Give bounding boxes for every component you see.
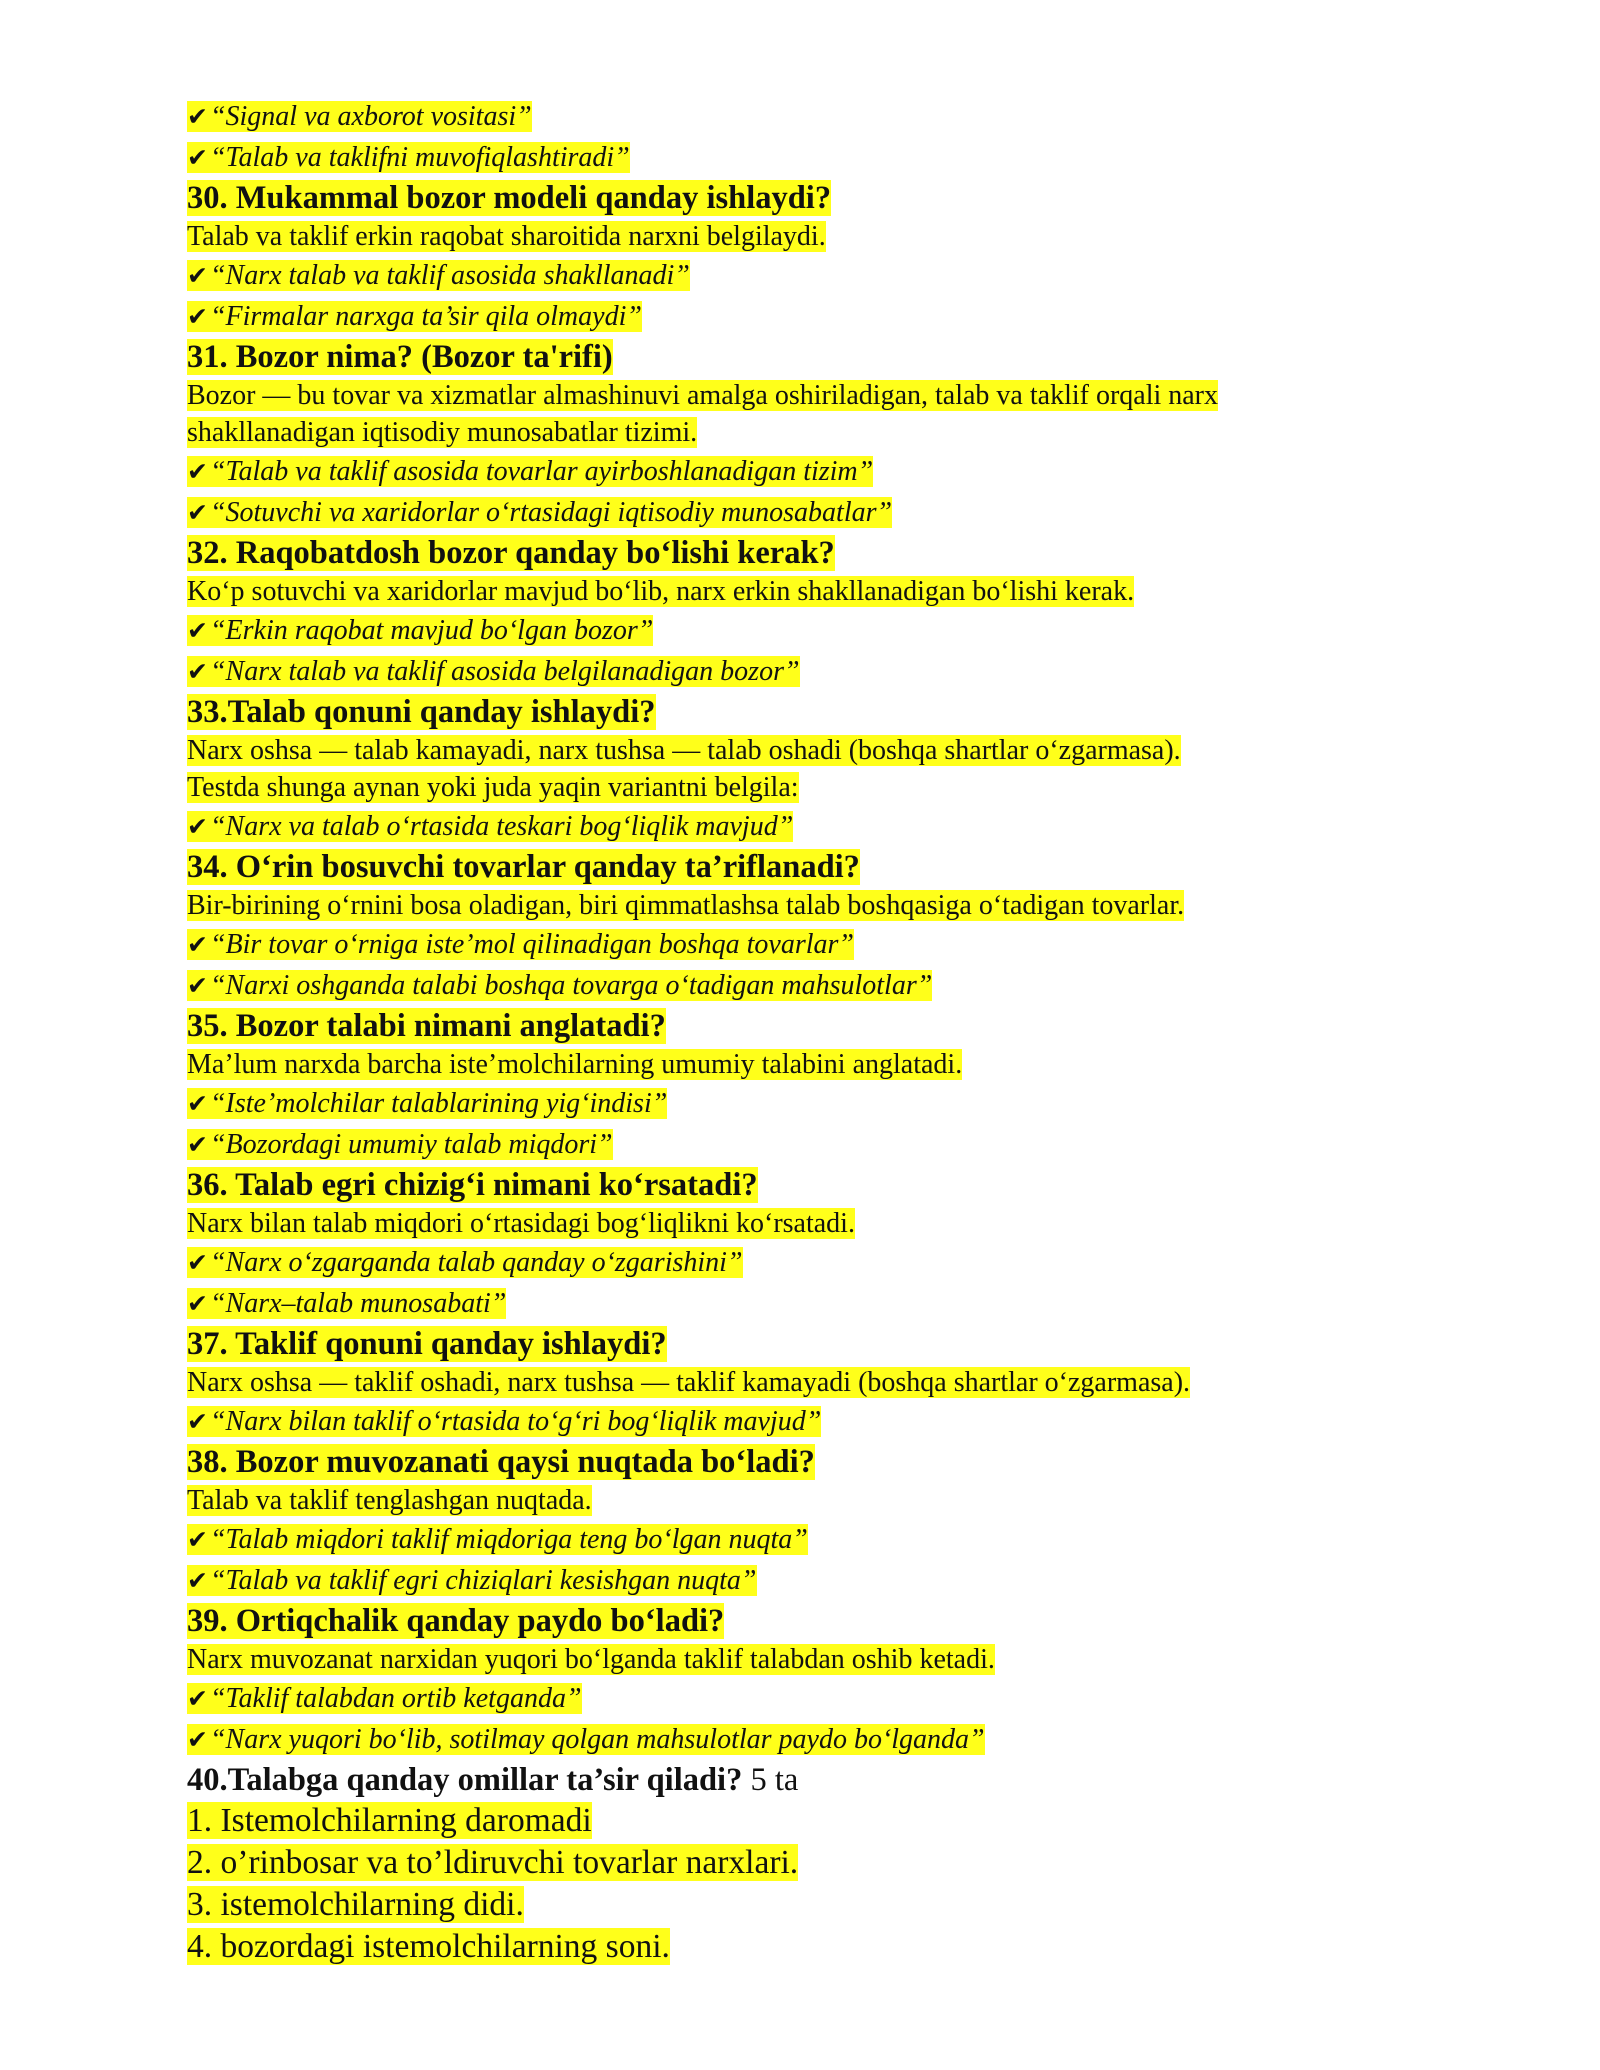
line-text-content: 40.Talabga qanday omillar ta’sir qiladi?	[187, 1762, 743, 1798]
check-mark-icon: ✔	[187, 971, 208, 1000]
line-text-content: 34. O‘rin bosuvchi tovarlar qanday ta’riflanadi?	[187, 849, 860, 885]
answer-text-line	[187, 377, 1387, 414]
line-text-content: 38. Bozor muvozanati qaysi nuqtada bo‘ladi?	[187, 1444, 815, 1480]
line-text-content: “Talab va taklif asosida tovarlar ayirboshlanadigan tizim”	[209, 456, 874, 487]
line-text-content: Bir-birining o‘rnini bosa oladigan, biri qimmatlashsa talab boshqasiga o‘tadigan tovarlar.	[187, 890, 1185, 921]
line-text	[187, 890, 1184, 921]
line-text-content: “Talab va taklif egri chiziqlari kesishgan nuqta”	[209, 1565, 757, 1596]
line-text	[187, 301, 642, 332]
answer-text-line	[187, 732, 1387, 769]
line-text-content: 36. Talab egri chizig‘i nimani ko‘rsatadi?	[187, 1167, 758, 1203]
line-text	[187, 1088, 667, 1119]
check-mark-icon: ✔	[187, 930, 208, 959]
line-text	[187, 1485, 592, 1516]
answer-option-line	[187, 806, 1387, 847]
line-text-content: “Narx o‘zgarganda talab qanday o‘zgarishini”	[209, 1247, 743, 1278]
answer-text-line	[187, 573, 1387, 610]
answer-option-line	[187, 965, 1387, 1006]
line-text	[187, 535, 835, 571]
line-text-content: “Erkin raqobat mavjud bo‘lgan bozor”	[209, 615, 654, 646]
line-text	[187, 1288, 506, 1319]
answer-text-line	[187, 1641, 1387, 1678]
line-text	[187, 694, 656, 730]
check-mark-icon: ✔	[187, 1130, 208, 1159]
line-text-content: “Narxi oshganda talabi boshqa tovarga o‘tadigan mahsulotlar”	[209, 970, 933, 1001]
line-text	[187, 735, 1181, 766]
answer-text-line	[187, 769, 1387, 806]
line-text	[187, 221, 826, 252]
check-mark-icon: ✔	[187, 1407, 208, 1436]
line-text	[187, 615, 653, 646]
line-text	[187, 1802, 592, 1839]
line-text	[187, 380, 1218, 411]
line-text-content: Testda shunga aynan yoki juda yaqin variantni belgila:	[187, 772, 799, 803]
answer-option-line	[187, 1283, 1387, 1324]
line-text	[187, 970, 932, 1001]
line-text	[187, 1008, 666, 1044]
line-text	[187, 1524, 808, 1555]
line-text	[187, 101, 532, 132]
line-text-content: shakllanadigan iqtisodiy munosabatlar tizimi.	[187, 417, 698, 448]
line-text	[187, 811, 793, 842]
answer-option-line	[187, 96, 1387, 137]
line-text	[187, 142, 630, 173]
answer-option-line	[187, 1560, 1387, 1601]
line-text	[187, 497, 892, 528]
line-text-content: Narx oshsa — talab kamayadi, narx tushsa — talab oshadi (boshqa shartlar o‘zgarmasa).	[187, 735, 1181, 766]
answer-option-line	[187, 255, 1387, 296]
line-text-content: “Iste’molchilar talablarining yig‘indisi”	[209, 1088, 668, 1119]
check-mark-icon: ✔	[187, 1089, 208, 1118]
answer-option-line	[187, 1124, 1387, 1165]
line-text-content: 30. Mukammal bozor modeli qanday ishlaydi?	[187, 180, 832, 216]
line-text-content: 37. Taklif qonuni qanday ishlaydi?	[187, 1326, 667, 1362]
line-text-content: 2. o’rinbosar va to’ldiruvchi tovarlar narxlari.	[187, 1844, 799, 1881]
line-text	[187, 1724, 985, 1755]
check-mark-icon: ✔	[187, 302, 208, 331]
line-text	[187, 1049, 962, 1080]
line-text-content: Narx muvozanat narxidan yuqori bo‘lganda taklif talabdan oshib ketadi.	[187, 1644, 995, 1675]
list-item	[187, 1800, 1387, 1842]
line-text-content: 32. Raqobatdosh bozor qanday bo‘lishi kerak?	[187, 535, 835, 571]
line-text	[187, 1762, 742, 1798]
answer-option-line	[187, 137, 1387, 178]
answer-option-line	[187, 924, 1387, 965]
line-text	[187, 1367, 1190, 1398]
line-text-content: Ko‘p sotuvchi va xaridorlar mavjud bo‘lib, narx erkin shakllanadigan bo‘lishi kerak.	[187, 576, 1135, 607]
check-mark-icon: ✔	[187, 1248, 208, 1277]
line-text-content: “Narx talab va taklif asosida shakllanadi”	[209, 260, 690, 291]
line-text-content: Narx oshsa — taklif oshadi, narx tushsa — taklif kamayadi (boshqa shartlar o‘zgarmasa).	[187, 1367, 1191, 1398]
line-text	[187, 1683, 582, 1714]
line-text	[187, 1928, 670, 1965]
list-item	[187, 1926, 1387, 1968]
line-text-content: Bozor — bu tovar va xizmatlar almashinuvi amalga oshiriladigan, talab va taklif orqali narx	[187, 380, 1219, 411]
check-mark-icon: ✔	[187, 261, 208, 290]
line-text-content: “Sotuvchi va xaridorlar o‘rtasidagi iqtisodiy munosabatlar”	[209, 497, 893, 528]
answer-option-line	[187, 1519, 1387, 1560]
question-heading	[187, 1601, 1387, 1641]
check-mark-icon: ✔	[187, 457, 208, 486]
line-text-content: “Signal va axborot vositasi”	[209, 101, 532, 132]
line-text	[187, 1208, 855, 1239]
line-text	[187, 260, 690, 291]
list-item	[187, 1884, 1387, 1926]
question-heading	[187, 533, 1387, 573]
check-mark-icon: ✔	[187, 1684, 208, 1713]
answer-option-line	[187, 451, 1387, 492]
line-text	[187, 1129, 613, 1160]
answer-text-line	[187, 887, 1387, 924]
check-mark-icon: ✔	[187, 1566, 208, 1595]
line-text-content: 39. Ortiqchalik qanday paydo bo‘ladi?	[187, 1603, 725, 1639]
question-heading	[187, 178, 1387, 218]
line-text	[187, 1326, 667, 1362]
question-heading	[187, 1006, 1387, 1046]
check-mark-icon: ✔	[187, 143, 208, 172]
line-text-content: 3. istemolchilarning didi.	[187, 1886, 524, 1923]
answer-option-line	[187, 492, 1387, 533]
line-text	[187, 339, 613, 375]
line-text-content: 4. bozordagi istemolchilarning soni.	[187, 1928, 670, 1965]
line-text	[187, 180, 831, 216]
line-text	[187, 1603, 724, 1639]
check-mark-icon: ✔	[187, 1289, 208, 1318]
line-text	[187, 456, 873, 487]
answer-option-line	[187, 651, 1387, 692]
line-text	[187, 849, 860, 885]
line-text-content: “Narx yuqori bo‘lib, sotilmay qolgan mahsulotlar paydo bo‘lganda”	[209, 1724, 985, 1755]
line-text	[187, 1844, 798, 1881]
line-text-content: “Narx bilan taklif o‘rtasida to‘g‘ri bog‘liqlik mavjud”	[209, 1406, 822, 1437]
check-mark-icon: ✔	[187, 498, 208, 527]
answer-text-line	[187, 1482, 1387, 1519]
line-text-content: “Narx–talab munosabati”	[209, 1288, 507, 1319]
check-mark-icon: ✔	[187, 102, 208, 131]
line-text-content: Narx bilan talab miqdori o‘rtasidagi bog‘liqlikni ko‘rsatadi.	[187, 1208, 855, 1239]
line-text-content: “Narx va talab o‘rtasida teskari bog‘liqlik mavjud”	[209, 811, 794, 842]
line-text	[187, 1886, 524, 1923]
line-text	[187, 656, 800, 687]
check-mark-icon: ✔	[187, 1525, 208, 1554]
check-mark-icon: ✔	[187, 1725, 208, 1754]
line-text	[187, 1406, 821, 1437]
line-text-content: 33.Talab qonuni qanday ishlaydi?	[187, 694, 656, 730]
answer-text-line	[187, 1205, 1387, 1242]
line-text	[187, 772, 799, 803]
answer-option-line	[187, 610, 1387, 651]
line-text-content: “Firmalar narxga ta’sir qila olmaydi”	[209, 301, 642, 332]
line-text-content: 31. Bozor nima? (Bozor ta'rifi)	[187, 339, 613, 375]
line-text	[187, 1565, 757, 1596]
answer-option-line	[187, 1719, 1387, 1760]
line-text-content: 1. Istemolchilarning daromadi	[187, 1802, 592, 1839]
answer-option-line	[187, 296, 1387, 337]
answer-text-line	[187, 1364, 1387, 1401]
line-text-content: 35. Bozor talabi nimani anglatadi?	[187, 1008, 666, 1044]
line-text	[187, 1644, 995, 1675]
question-note: 5 ta	[742, 1762, 799, 1798]
line-text-content: Ma’lum narxda barcha iste’molchilarning umumiy talabini anglatadi.	[187, 1049, 963, 1080]
question-heading	[187, 337, 1387, 377]
line-text	[187, 1247, 743, 1278]
question-heading	[187, 1760, 1387, 1800]
answer-option-line	[187, 1083, 1387, 1124]
line-text-content: “Talab miqdori taklif miqdoriga teng bo‘lgan nuqta”	[209, 1524, 808, 1555]
document-page	[187, 96, 1387, 1968]
line-text-content: “Talab va taklifni muvofiqlashtiradi”	[209, 142, 630, 173]
answer-option-line	[187, 1401, 1387, 1442]
answer-text-line	[187, 1046, 1387, 1083]
line-text-content: Talab va taklif tenglashgan nuqtada.	[187, 1485, 592, 1516]
question-heading	[187, 1442, 1387, 1482]
line-text-content: “Bir tovar o‘rniga iste’mol qilinadigan boshqa tovarlar”	[209, 929, 854, 960]
question-heading	[187, 692, 1387, 732]
line-text	[187, 929, 854, 960]
line-text-content: “Narx talab va taklif asosida belgilanadigan bozor”	[209, 656, 800, 687]
answer-option-line	[187, 1242, 1387, 1283]
line-text	[187, 1444, 815, 1480]
answer-option-line	[187, 1678, 1387, 1719]
list-item	[187, 1842, 1387, 1884]
line-text-content: Talab va taklif erkin raqobat sharoitida narxni belgilaydi.	[187, 221, 826, 252]
line-text	[187, 576, 1134, 607]
line-text-content: “Taklif talabdan ortib ketganda”	[209, 1683, 582, 1714]
line-text	[187, 1167, 758, 1203]
line-text-content: “Bozordagi umumiy talab miqdori”	[209, 1129, 613, 1160]
question-heading	[187, 847, 1387, 887]
question-heading	[187, 1324, 1387, 1364]
check-mark-icon: ✔	[187, 812, 208, 841]
answer-text-line	[187, 218, 1387, 255]
line-text	[187, 417, 697, 448]
question-heading	[187, 1165, 1387, 1205]
check-mark-icon: ✔	[187, 616, 208, 645]
answer-text-line	[187, 414, 1387, 451]
check-mark-icon: ✔	[187, 657, 208, 686]
